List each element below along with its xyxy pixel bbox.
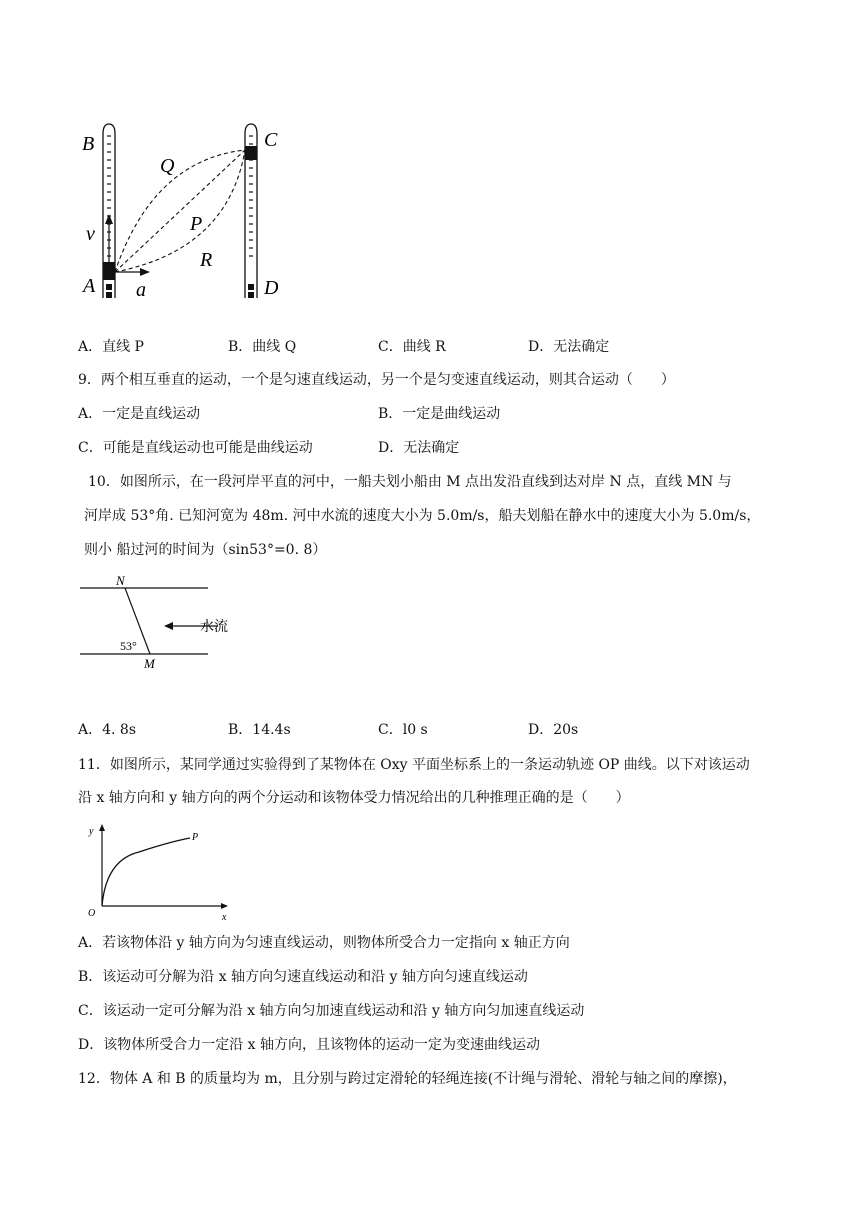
label-y: y xyxy=(89,826,94,837)
q9-option-b: B．一定是曲线运动 xyxy=(378,406,501,422)
q11-stem-line2: 沿 x 轴方向和 y 轴方向的两个分运动和该物体受力情况给出的几种推理正确的是（ ） xyxy=(78,790,630,806)
q9-stem: 9．两个相互垂直的运动，一个是匀速直线运动，另一个是匀变速直线运动，则其合运动（ ） xyxy=(78,372,675,388)
q9-option-a: A．一定是直线运动 xyxy=(78,406,201,422)
q10-option-b: B．14.4s xyxy=(228,722,291,738)
q8-option-b: B．曲线 Q xyxy=(228,339,297,355)
q12-stem-line1: 12．物体 A 和 B 的质量均为 m，且分别与跨过定滑轮的轻绳连接(不计绳与滑轮、滑轮与轴之间的摩擦)， xyxy=(78,1071,737,1087)
label-C: C xyxy=(264,129,278,151)
label-a: a xyxy=(136,279,146,301)
q9-option-c: C．可能是直线运动也可能是曲线运动 xyxy=(78,440,313,456)
label-P: P xyxy=(192,832,199,843)
q10-stem-line1: 10．如图所示，在一段河岸平直的河中，一船夫划小船由 M 点出发沿直线到达对岸 N 点，直线 MN 与 xyxy=(88,474,732,490)
q11-stem-line1: 11．如图所示，某同学通过实验得到了某物体在 Oxy 平面坐标系上的一条运动轨迹 OP 曲线。以下对该运动 xyxy=(78,757,750,773)
q11-option-d: D．该物体所受合力一定沿 x 轴方向，且该物体的运动一定为变速曲线运动 xyxy=(78,1037,541,1053)
figure-q8-tubes xyxy=(78,120,298,310)
q8-option-c: C．曲线 R xyxy=(378,339,446,355)
label-x: x xyxy=(222,912,227,923)
label-M: M xyxy=(144,656,155,671)
q11-option-c: C．该运动一定可分解为沿 x 轴方向匀加速直线运动和沿 y 轴方向匀加速直线运动 xyxy=(78,1003,585,1019)
label-R: R xyxy=(200,249,213,271)
q10-stem-line2: 河岸成 53°角. 已知河宽为 48m. 河中水流的速度大小为 5.0m/s，船夫划船在静水中的速度大小为 5.0m/s， xyxy=(84,508,761,524)
q10-option-d: D．20s xyxy=(528,722,579,738)
q10-option-a: A．4. 8s xyxy=(78,722,137,738)
q8-option-d: D．无法确定 xyxy=(528,339,610,355)
label-flow: 水流 xyxy=(200,620,228,635)
label-B: B xyxy=(82,133,95,155)
label-D: D xyxy=(264,277,279,299)
label-P: P xyxy=(190,213,203,235)
q8-option-a: A．直线 P xyxy=(78,339,144,355)
label-v: v xyxy=(86,223,95,245)
q9-option-d: D．无法确定 xyxy=(378,440,460,456)
figure-q10-river xyxy=(78,572,248,672)
label-angle: 53° xyxy=(120,639,137,653)
label-N: N xyxy=(116,573,125,588)
figure-q11-trajectory xyxy=(84,820,244,926)
q10-stem-line3: 则小 船过河的时间为（sin53°=0. 8） xyxy=(84,542,327,558)
q11-option-b: B．该运动可分解为沿 x 轴方向匀速直线运动和沿 y 轴方向匀速直线运动 xyxy=(78,969,528,985)
q11-option-a: A．若该物体沿 y 轴方向为匀速直线运动，则物体所受合力一定指向 x 轴正方向 xyxy=(78,935,570,951)
label-O: O xyxy=(88,908,96,919)
q10-option-c: C．l0 s xyxy=(378,722,428,738)
label-Q: Q xyxy=(160,155,175,177)
label-A: A xyxy=(83,275,96,297)
